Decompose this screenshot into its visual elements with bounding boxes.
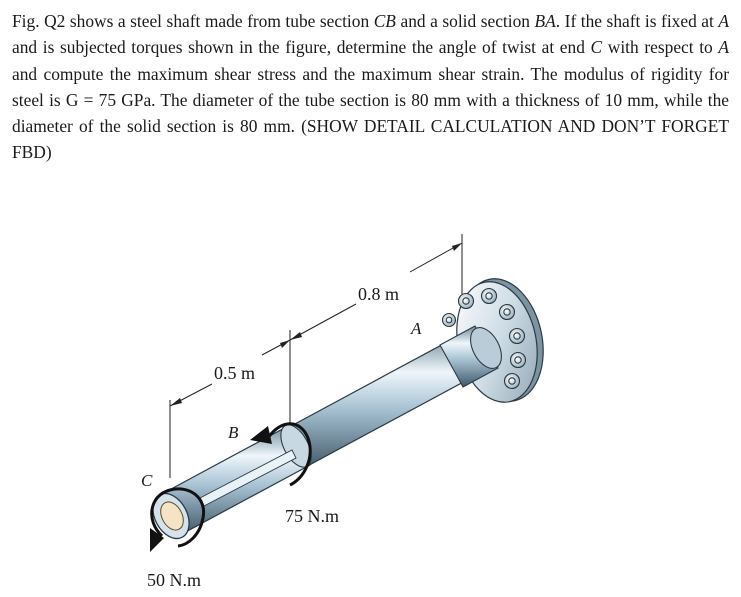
point-label-b: B	[228, 423, 239, 442]
dimension-label-bc: 0.5 m	[214, 363, 256, 383]
torque-label-b: 75 N.m	[285, 506, 339, 526]
problem-statement: Fig. Q2 shows a steel shaft made from tube section CB and a solid section BA. If the shaft is fixed at A and is subjected torques shown in the figure, determine the angle of twist at end C with respect to A and compute the maximum shear stress and the maximum shear strain. The modulus of rigidity for steel is G = 75 GPa. The diameter of the tube section is 80 mm with a thickness of 10 mm, while the diameter of the solid section is 80 mm. (SHOW DETAIL CALCULATION AND DON’T FORGET FBD)	[12, 11, 730, 163]
point-label-a: A	[411, 319, 422, 338]
torque-arrowhead-b	[250, 426, 272, 444]
point-label-c: C	[141, 471, 153, 490]
dimension-label-ab: 0.8 m	[358, 284, 400, 304]
solid-section-ba	[280, 322, 508, 470]
torque-label-c: 50 N.m	[147, 570, 201, 590]
